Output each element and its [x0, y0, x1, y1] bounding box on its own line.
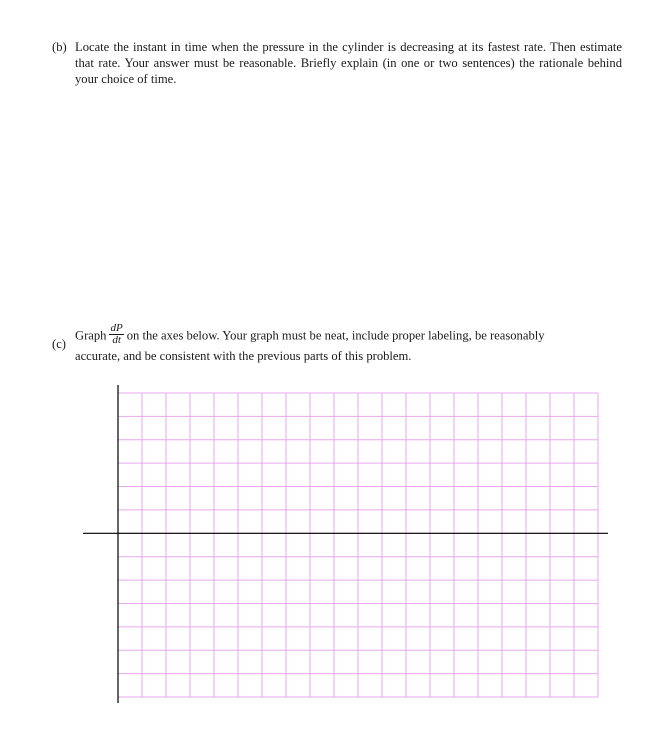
- problem-part-b: [52, 39, 622, 87]
- graph-grid[interactable]: [80, 385, 610, 705]
- graph-area[interactable]: [80, 385, 610, 705]
- part-c-text-line2: accurate, and be consistent with the previous parts of this problem.: [75, 349, 412, 363]
- fraction-denominator: dt: [112, 334, 121, 346]
- part-b-text: Locate the instant in time when the pressure in the cylinder is decreasing at its fastest rate. Then estimate that rate. Your answer must be reasonable. Briefly explain (in one or two sentences) the rationale behind your choice of time.: [75, 40, 622, 86]
- part-c-label: (c): [52, 337, 66, 351]
- part-c-text-after: on the axes below. Your graph must be neat, include proper labeling, be reasonably: [126, 328, 545, 343]
- dp-dt-fraction: [109, 323, 123, 346]
- part-c-text-before: Graph: [75, 328, 107, 343]
- problem-part-c: [52, 322, 622, 364]
- part-b-label: (b): [52, 40, 67, 54]
- part-c-text: [75, 322, 622, 364]
- fraction-numerator: dP: [110, 322, 123, 334]
